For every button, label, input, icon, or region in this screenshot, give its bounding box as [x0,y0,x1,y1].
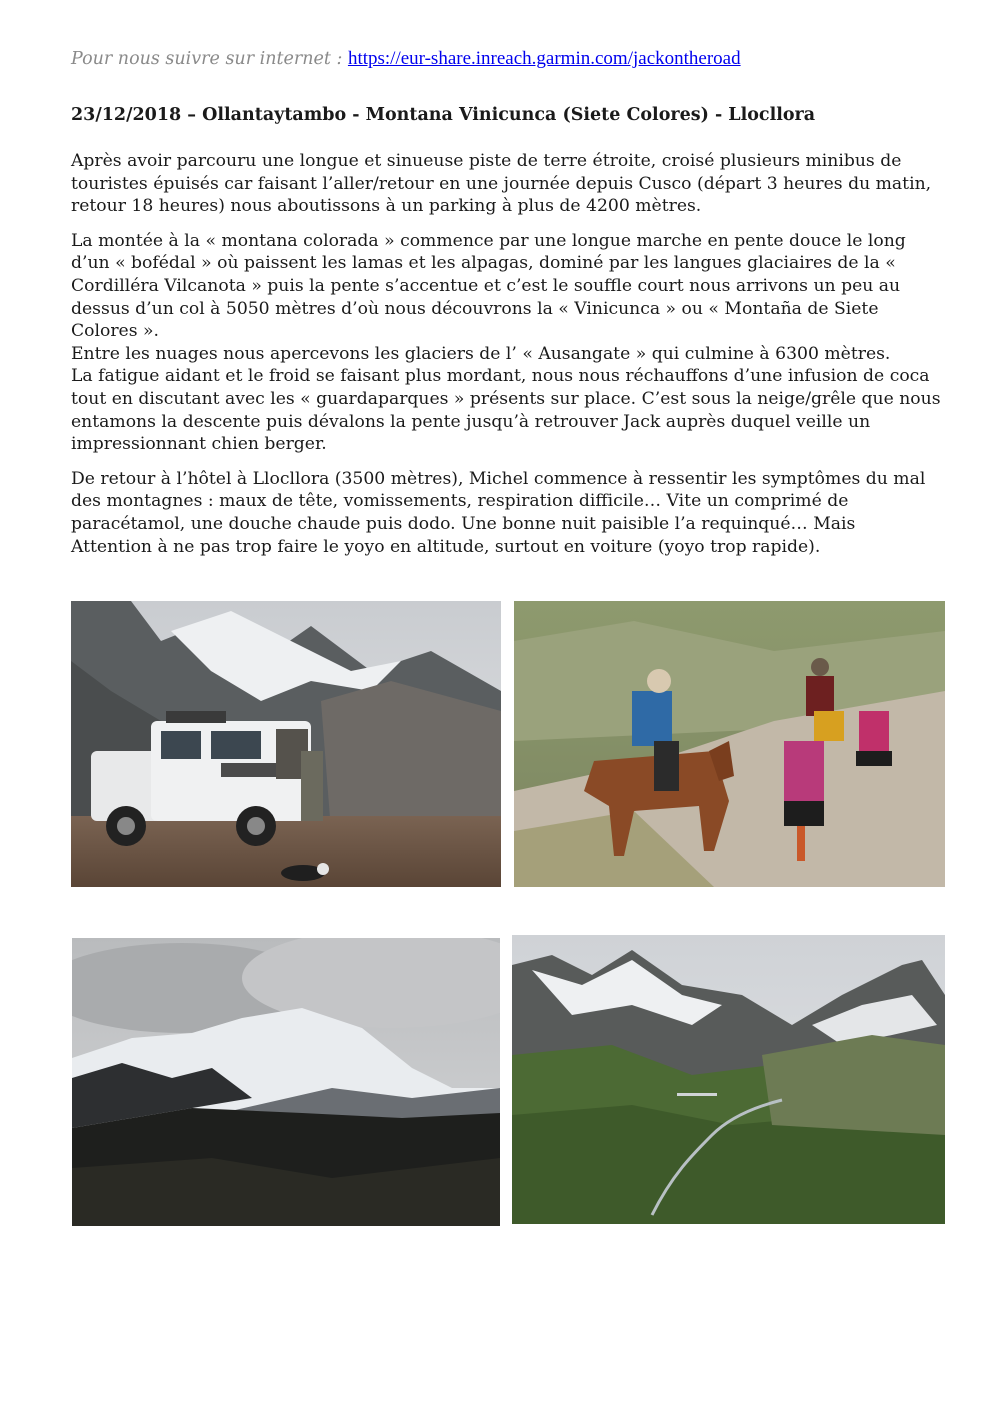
paragraph-arrival: Après avoir parcouru une longue et sinueuse piste de terre étroite, croisé plusieurs minibus de touristes épuisés car faisant l’aller/retour en une journée depuis Cusco (départ 3 heures du matin, retour 18 heures) nous aboutissons à un parking à plus de 4200 mètres. [71,151,932,217]
ausangate-text: Entre les nuages nous apercevons les glaciers de l’ « Ausangate » qui culmine à 6300 mètres. [71,343,891,364]
follow-us-label: Pour nous suivre sur internet : [71,49,348,69]
garmin-inreach-link[interactable]: https://eur-share.inreach.garmin.com/jackontheroad [347,48,741,69]
ausangate-glacier-image [72,938,500,1226]
entry-title: 23/12/2018 – Ollantaytambo - Montana Vinicunca (Siete Colores) - Llocllora [71,105,816,125]
photo-horse-riders-trail [514,601,945,887]
paragraph-return: De retour à l’hôtel à Llocllora (3500 mètres), Michel commence à ressentir les symptômes du mal des montagnes : maux de tête, vomissements, respiration difficile… Vite un comprimé de paracétamol, une douche chaude puis dodo. Une bonne nuit paisible l’a requinqué… Mais Attention à ne pas trop faire le yoyo en altitude, surtout en voiture (yoyo trop rapide). [71,468,926,557]
follow-us-line [71,47,931,71]
ascent-text: La montée à la « montana colorada » commence par une longue marche en pente douce le long d’un « bofédal » où paissent les lamas et les alpagas, dominé par les langues glaciaires de la « Cordilléra Vilcanota » puis la pente s’accentue et c’est le souffle court nous arrivons un peu au dessus d’un col à 5050 mètres d’où nous découvrons la « Vinicunca » ou « Montaña de Siete Colores ». [71,230,906,342]
entry-body [71,150,941,558]
descent-text: La fatigue aidant et le froid se faisant plus mordant, nous nous réchauffons d’une infusion de coca tout en discutant avec les « guardaparques » présents sur place. C’est sous la neige/grêle que nous entamons la descente puis dévalons la pente jusqu’à retrouver Jack auprès duquel veille un impressionnant chien berger. [71,366,941,455]
vehicle-mountains-image [71,601,501,887]
green-valley-image [512,935,945,1224]
photo-green-valley-peaks [512,935,945,1224]
horse-riders-image [514,601,945,887]
paragraph-ascent [71,230,941,456]
photo-vehicle-mountains [71,601,501,887]
photo-ausangate-glacier [72,938,500,1226]
